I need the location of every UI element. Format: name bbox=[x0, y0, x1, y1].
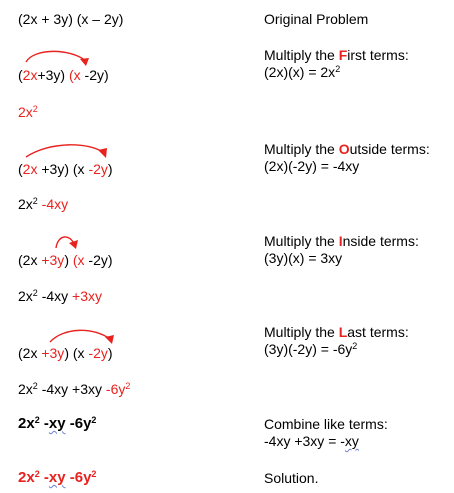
inside-result: $2x^2$ -4xy +3xy bbox=[18, 288, 103, 304]
last-calc: $(3y)(-2y) = -6y^2$ bbox=[264, 341, 358, 357]
outside-title: Multiply the Outside terms: bbox=[264, 141, 430, 157]
last-key-letter: L bbox=[338, 324, 348, 340]
last-title: Multiply the Last terms: bbox=[264, 324, 409, 340]
original-label: Original Problem bbox=[264, 11, 369, 27]
last-arrow bbox=[50, 330, 114, 344]
inside-expression: (2x +3y) (x -2y) bbox=[18, 252, 113, 268]
inside-arrow bbox=[56, 237, 78, 249]
last-result: $2x^2$ -4xy +3xy $-6y^2$ bbox=[18, 381, 131, 397]
inside-key-letter: I bbox=[338, 233, 343, 249]
combined-expression: $2x^2$ -xy $-6y^2$ bbox=[18, 415, 97, 432]
combine-label: Combine like terms: bbox=[264, 416, 388, 432]
original-expression: (2x + 3y) (x – 2y) bbox=[18, 11, 124, 27]
last-expression: (2x +3y) (x -2y) bbox=[18, 345, 113, 361]
first-arrow bbox=[26, 51, 89, 66]
outside-calc: (2x)(-2y) = -4xy bbox=[264, 158, 360, 174]
first-result: $2x^2$ bbox=[18, 104, 38, 120]
combine-calc: -4xy +3xy = -xy bbox=[264, 433, 359, 449]
inside-calc: (3y)(x) = 3xy bbox=[264, 250, 343, 266]
outside-expression: (2x +3y) (x -2y) bbox=[18, 161, 113, 177]
outside-result: $2x^2$ -4xy bbox=[18, 196, 69, 212]
first-key-letter: F bbox=[338, 47, 348, 63]
first-title: Multiply the First terms: bbox=[264, 47, 409, 63]
first-calc: $(2x)(x) = 2x^2$ bbox=[264, 64, 341, 80]
solution-label: Solution. bbox=[264, 470, 319, 486]
solution-expression: $2x^2$ -xy $-6y^2$ bbox=[18, 469, 97, 486]
outside-key-letter: O bbox=[338, 141, 350, 157]
inside-title: Multiply the Inside terms: bbox=[264, 233, 419, 249]
outside-arrow bbox=[26, 145, 107, 158]
first-expression: (2x+3y) (x -2y) bbox=[18, 67, 109, 83]
